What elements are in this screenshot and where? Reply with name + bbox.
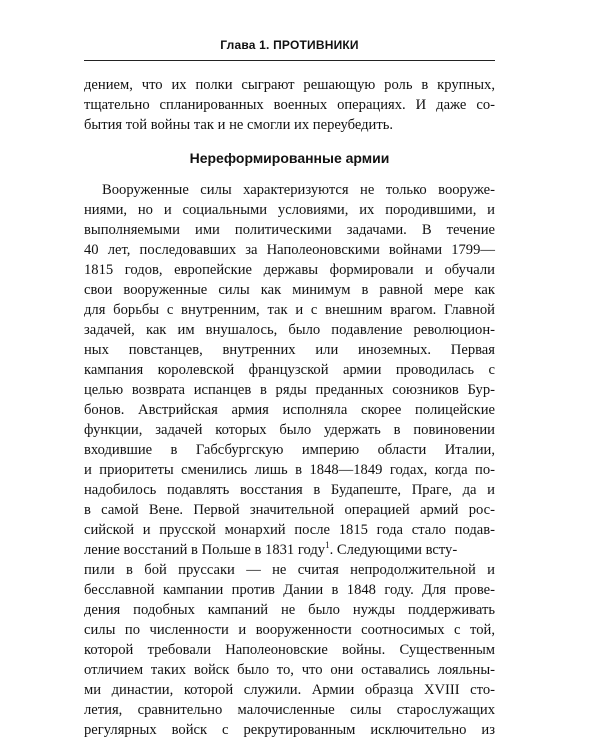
- text-line: бонов. Австрийская армия исполняла скорее полицейские: [84, 402, 495, 418]
- text-line: Вооруженные силы характеризуются не только вооруже-: [102, 182, 495, 198]
- text-line: ных повстанцев, внутренних или иноземных. Первая: [84, 342, 495, 358]
- header-rule: [84, 60, 495, 61]
- text-line: для борьбы с внутренним, так и с внешним врагом. Главной: [84, 302, 495, 318]
- text-line: 40 лет, последовавших за Наполеоновскими войнами 1799—: [84, 242, 495, 258]
- text-line: ниями, но и социальными условиями, их породившими, и: [84, 202, 495, 218]
- text-line: в самой Вене. Первой значительной операцией армий рос-: [84, 502, 495, 518]
- running-header: Глава 1. ПРОТИВНИКИ: [220, 38, 359, 52]
- text-line: дением, что их полки сыграют решающую роль в крупных,: [84, 77, 495, 93]
- text-line: 1815 годов, европейские державы формировали и обучали: [84, 262, 495, 278]
- text-line: пили в бой пруссаки — не считая непродолжительной и: [84, 562, 495, 578]
- text-line: летия, сравнительно малочисленные силы старослужащих: [84, 702, 495, 718]
- text-line: тщательно спланированных военных операциях. И даже со-: [84, 97, 495, 113]
- text-line: и приоритеты сменились лишь в 1848—1849 годах, когда по-: [84, 462, 495, 478]
- text-line: целью возврата испанцев в ряды преданных союзников Бур-: [84, 382, 495, 398]
- text-line: входившие в Габсбургскую империю области Италии,: [84, 442, 495, 458]
- text-line: функции, задачей которых было удержать в повиновении: [84, 422, 495, 438]
- text-line: бытия той войны так и не смогли их переубедить.: [84, 117, 394, 133]
- text-line: задачей, как им внушалось, было подавление революцион-: [84, 322, 495, 338]
- text-segment: . Следующими всту-: [329, 542, 458, 558]
- footnote-reference: 1: [325, 540, 330, 551]
- text-line: которой требовали Наполеоновские войны. Существенным: [84, 642, 495, 658]
- text-line: выполняемыми ими политическими задачами. В течение: [84, 222, 495, 238]
- text-line: регулярных войск с рекрутированным исключительно из: [84, 722, 495, 738]
- text-line: дения подобных кампаний не было нужды поддерживать: [84, 602, 495, 618]
- text-line: силы по численности и вооруженности соотносимых с той,: [84, 622, 495, 638]
- text-line-with-footnote: [84, 540, 495, 560]
- text-line: отличием таких войск было то, что они оставались лояльны-: [84, 662, 495, 678]
- section-heading: Нереформированные армии: [189, 150, 390, 166]
- text-segment: ление восстаний в Польше в 1831 году: [84, 542, 326, 558]
- text-line: надобилось подавлять восстания в Будапеште, Праге, да и: [84, 482, 495, 498]
- text-line: ми династии, которой служили. Армии образца XVIII сто-: [84, 682, 495, 698]
- text-line: сийской и прусской монархий после 1815 года стало подав-: [84, 522, 495, 538]
- text-line: свои вооруженные силы как минимум в равной мере как: [84, 282, 495, 298]
- text-line: кампания королевской французской армии проводилась с: [84, 362, 495, 378]
- text-line: бесславной кампании против Дании в 1848 году. Для прове-: [84, 582, 495, 598]
